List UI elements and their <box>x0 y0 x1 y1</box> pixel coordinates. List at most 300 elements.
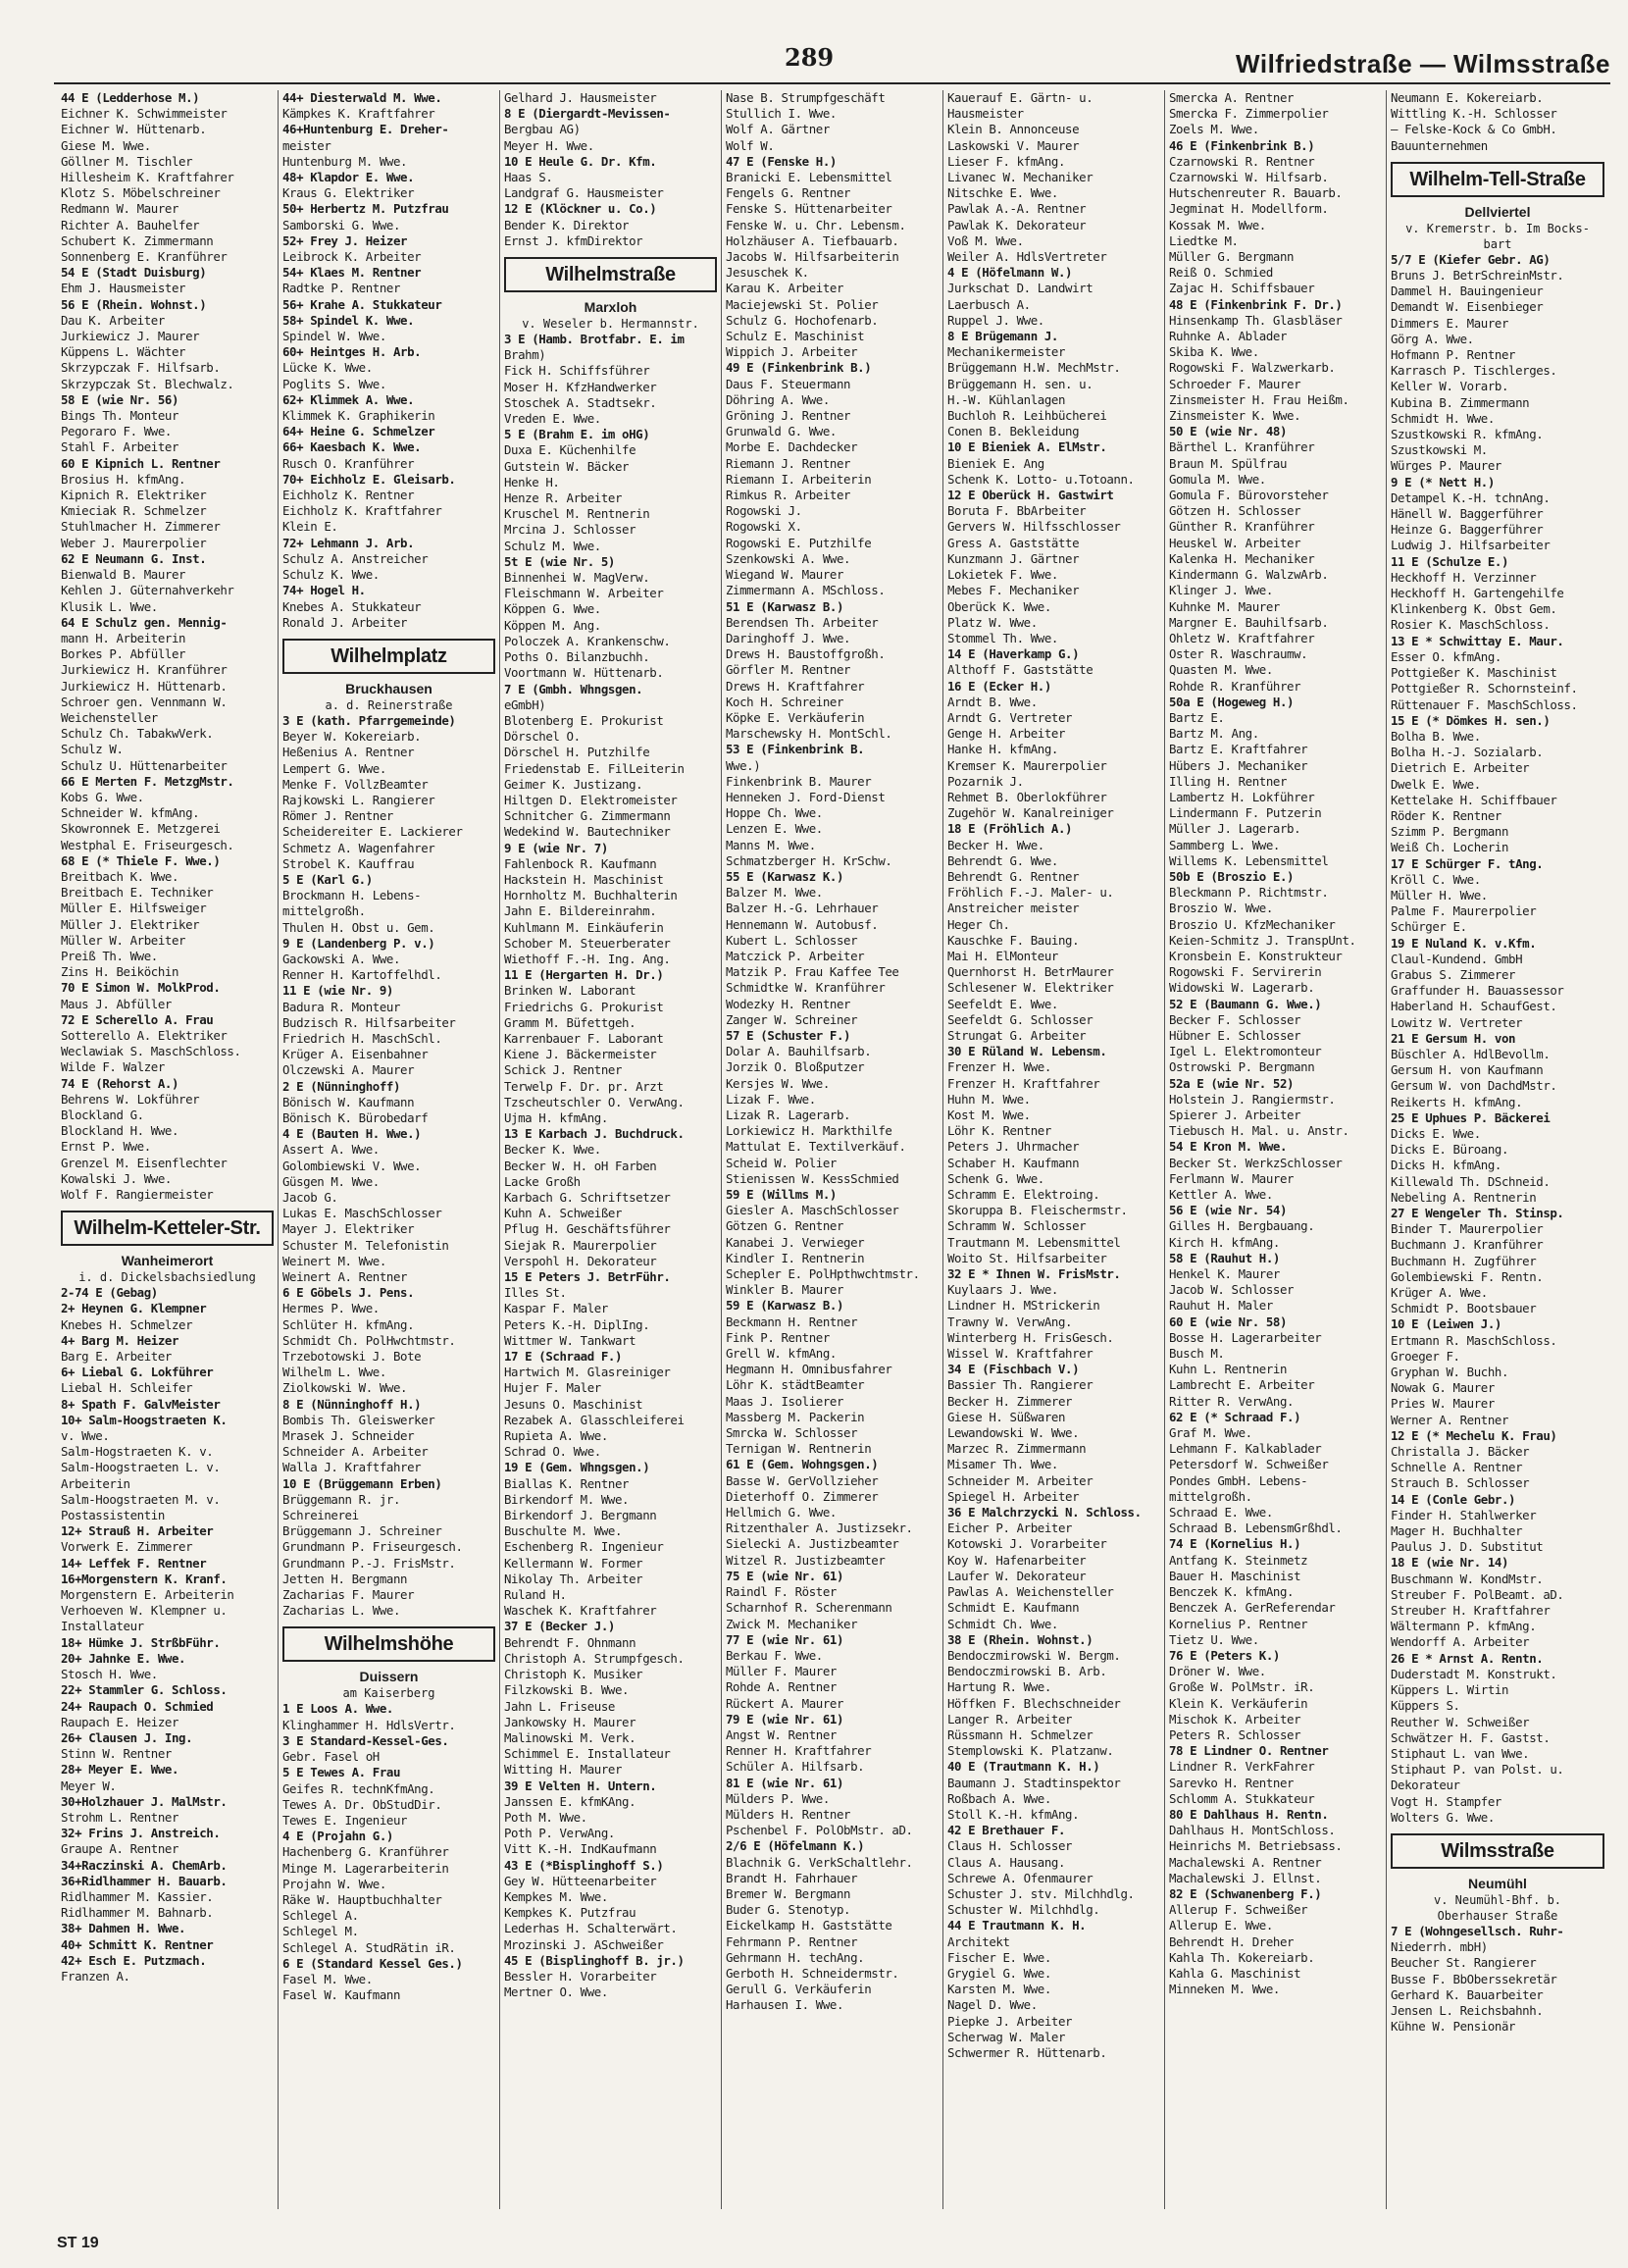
resident-entry: Rimkus R. Arbeiter <box>726 488 851 503</box>
resident-entry: Götzen G. Rentner <box>726 1218 844 1234</box>
resident-entry: Schulz A. Anstreicher <box>282 550 429 566</box>
resident-entry: Massberg M. Packerin <box>726 1409 865 1424</box>
house-number-entry: 52 E (Baumann G. Wwe.) <box>1169 996 1322 1011</box>
resident-entry: Scherwag W. Maler <box>947 2029 1066 2044</box>
resident-entry: Jegminat H. Modellform. <box>1169 201 1329 217</box>
resident-entry: Küppers L. Wirtin <box>1391 1682 1509 1698</box>
house-number-entry: 25 E Uphues P. Bäckerei <box>1391 1109 1551 1125</box>
house-number-entry: 4+ Barg M. Heizer <box>61 1332 179 1348</box>
resident-entry: Behrendt G. Wwe. <box>947 852 1058 868</box>
resident-entry: Schroer gen. Vennmann W. <box>61 694 228 709</box>
resident-entry: Schlegel A. <box>282 1908 359 1924</box>
resident-entry: Karbach G. Schriftsetzer <box>504 1190 671 1205</box>
resident-entry: Dammel H. Bauingenieur <box>1391 284 1544 299</box>
resident-entry: Roßbach A. Wwe. <box>947 1790 1051 1806</box>
house-number-entry: 12 E (* Mechelu K. Frau) <box>1391 1427 1557 1443</box>
resident-entry: Mayer J. Elektriker <box>282 1221 415 1237</box>
resident-entry: Jacobs W. Hilfsarbeiterin <box>726 249 899 265</box>
resident-entry: Wittling K.-H. Schlosser <box>1391 106 1557 122</box>
resident-entry: Laufer W. Dekorateur <box>947 1568 1087 1583</box>
resident-entry: Mrasek J. Schneider <box>282 1428 415 1444</box>
resident-entry: Kronsbein E. Konstrukteur <box>1169 948 1343 963</box>
resident-entry: Rehmet B. Oberlokführer <box>947 789 1107 804</box>
resident-entry: Weber J. Maurerpolier <box>61 535 207 550</box>
resident-entry: Knebes A. Stukkateur <box>282 598 422 614</box>
resident-entry: Hartwich M. Glasreiniger <box>504 1365 671 1380</box>
resident-entry: Demandt W. Eisenbieger <box>1391 299 1544 315</box>
resident-entry: Detampel K.-H. tchnAng. <box>1391 490 1551 505</box>
resident-entry: Brahm) <box>504 347 546 363</box>
resident-entry: Müller J. Elektriker <box>61 916 200 932</box>
house-number-entry: 32+ Frins J. Anstreich. <box>61 1826 221 1841</box>
house-number-entry: 58+ Spindel K. Wwe. <box>282 312 415 328</box>
resident-entry: Graupe A. Rentner <box>61 1841 179 1857</box>
resident-entry: Nowak G. Maurer <box>1391 1380 1495 1396</box>
directory-column <box>279 90 500 2209</box>
resident-entry: Strungat G. Arbeiter <box>947 1027 1087 1043</box>
resident-entry: Krüger A. Wwe. <box>1391 1285 1488 1301</box>
resident-entry: Klein B. Annonceuse <box>947 122 1080 137</box>
resident-entry: Raupach E. Heizer <box>61 1714 179 1729</box>
resident-entry: Hiltgen D. Elektromeister <box>504 792 678 807</box>
house-number-entry: 7 E (Gmbh. Whngsgen. <box>504 681 643 696</box>
resident-entry: Harhausen I. Wwe. <box>726 1997 844 2013</box>
resident-entry: Gomula M. Wwe. <box>1169 471 1266 487</box>
resident-entry: Wiegand W. Maurer <box>726 567 844 583</box>
house-number-entry: 42 E Brethauer F. <box>947 1823 1066 1838</box>
resident-entry: Duderstadt M. Konstrukt. <box>1391 1666 1557 1681</box>
house-number-entry: 62 E (* Schraad F.) <box>1169 1409 1301 1424</box>
resident-entry: Eichholz K. Rentner <box>282 488 415 503</box>
resident-entry: Mager H. Buchhalter <box>1391 1523 1523 1539</box>
resident-entry: Ruland H. <box>504 1587 567 1603</box>
resident-entry: mann H. Arbeiterin <box>61 630 186 645</box>
resident-entry: Stuhlmacher H. Zimmerer <box>61 519 221 535</box>
resident-entry: Gerull G. Verkäuferin <box>726 1982 872 1997</box>
resident-entry: Poth M. Wwe. <box>504 1809 587 1825</box>
resident-entry: Kotowski J. Vorarbeiter <box>947 1536 1107 1552</box>
resident-entry: Krüger A. Eisenbahner <box>282 1047 429 1062</box>
resident-entry: Müller H. Wwe. <box>1391 887 1488 902</box>
resident-entry: Eicher P. Arbeiter <box>947 1521 1073 1536</box>
resident-entry: Berendsen Th. Arbeiter <box>726 614 879 630</box>
resident-entry: Buchloh R. Leihbücherei <box>947 408 1107 424</box>
resident-entry: Buchmann H. Zugführer <box>1391 1253 1537 1268</box>
resident-entry: Jacob W. Schlosser <box>1169 1282 1295 1298</box>
resident-entry: Stiphaut P. van Polst. u. <box>1391 1762 1564 1778</box>
resident-entry: Kettler A. Wwe. <box>1169 1187 1273 1203</box>
resident-entry: Skrzypczak St. Blechwalz. <box>61 376 234 391</box>
resident-entry: Fleischmann W. Arbeiter <box>504 586 664 601</box>
resident-entry: Heßenius A. Rentner <box>282 745 415 760</box>
resident-entry: Skrzypczak F. Hilfsarb. <box>61 360 221 376</box>
resident-entry: Strauch B. Schlosser <box>1391 1475 1530 1491</box>
resident-entry: Bartz M. Ang. <box>1169 726 1259 742</box>
resident-entry: Tewes E. Ingenieur <box>282 1812 408 1828</box>
house-number-entry: 59 E (Karwasz B.) <box>726 1298 844 1314</box>
resident-entry: Kröll C. Wwe. <box>1391 871 1481 887</box>
resident-entry: Grundmann P. Friseurgesch. <box>282 1539 463 1555</box>
resident-entry: Schmatzberger H. KrSchw. <box>726 852 892 868</box>
resident-entry: Stoschek A. Stadtsekr. <box>504 394 657 410</box>
resident-entry: Poloczek A. Krankenschw. <box>504 633 671 648</box>
resident-entry: Westphal E. Friseurgesch. <box>61 837 234 852</box>
resident-entry: Leibrock K. Arbeiter <box>282 249 422 265</box>
resident-entry: Hanke H. kfmAng. <box>947 742 1058 757</box>
resident-entry: Nagel D. Wwe. <box>947 1997 1038 2013</box>
resident-entry: Löhr K. Rentner <box>947 1123 1051 1139</box>
resident-entry: Breitbach K. Wwe. <box>61 868 179 884</box>
house-number-entry: 40 E (Trautmann K. H.) <box>947 1759 1100 1775</box>
house-number-entry: 6+ Liebal G. Lokführer <box>61 1365 214 1380</box>
resident-entry: Weinert A. Rentner <box>282 1269 408 1285</box>
resident-entry: Morgenstern E. Arbeiterin <box>61 1587 234 1603</box>
resident-entry: Zwick M. Mechaniker <box>726 1616 858 1631</box>
resident-entry: Schneider W. kfmAng. <box>61 805 200 821</box>
resident-entry: Hausmeister <box>947 106 1024 122</box>
resident-entry: Claus A. Hausang. <box>947 1854 1066 1870</box>
house-number-entry: 6 E Göbels J. Pens. <box>282 1285 415 1301</box>
house-number-entry: 50+ Herbertz M. Putzfrau <box>282 201 449 217</box>
resident-entry: Skowronnek E. Metzgerei <box>61 821 221 837</box>
resident-entry: Zoels M. Wwe. <box>1169 122 1259 137</box>
resident-entry: Fahlenbock R. Kaufmann <box>504 855 657 871</box>
resident-entry: Zajac H. Schiffsbauer <box>1169 281 1315 296</box>
street-heading: Wilhelmshöhe <box>282 1626 495 1662</box>
resident-entry: Hellmich G. Wwe. <box>726 1505 837 1521</box>
resident-entry: Preiß Th. Wwe. <box>61 948 158 963</box>
resident-entry: Klotz S. Möbelschreiner <box>61 185 221 201</box>
resident-entry: Strobel K. Kauffrau <box>282 855 415 871</box>
house-number-entry: 80 E Dahlhaus H. Rentn. <box>1169 1806 1329 1822</box>
house-number-entry: 2/6 E (Höfelmann K.) <box>726 1838 865 1854</box>
resident-entry: Kruschel M. Rentnerin <box>504 506 650 522</box>
resident-entry: Allerup F. Schweißer <box>1169 1902 1308 1918</box>
resident-entry: Paulus J. D. Substitut <box>1391 1539 1544 1555</box>
resident-entry: Klinger J. Wwe. <box>1169 583 1273 598</box>
resident-entry: Frenzer H. Wwe. <box>947 1059 1051 1075</box>
resident-entry: Kaspar F. Maler <box>504 1301 608 1316</box>
resident-entry: Kuhlmann M. Einkäuferin <box>504 919 664 935</box>
resident-entry: Wolters G. Wwe. <box>1391 1809 1495 1825</box>
resident-entry: Müller E. Hilfsweiger <box>61 901 207 916</box>
resident-entry: Stiphaut L. van Wwe. <box>1391 1745 1530 1761</box>
resident-entry: Laskowski V. Maurer <box>947 137 1080 153</box>
resident-entry: Friedenstab E. FilLeiterin <box>504 760 685 776</box>
resident-entry: Claul-Kundend. GmbH <box>1391 951 1523 966</box>
resident-entry: Blachnik G. VerkSchaltlehr. <box>726 1854 913 1870</box>
house-number-entry: 37 E (Becker J.) <box>504 1619 615 1634</box>
resident-entry: Czarnowski R. Rentner <box>1169 153 1315 169</box>
resident-entry: Schreinerei <box>282 1508 359 1523</box>
resident-entry: Lambrecht E. Arbeiter <box>1169 1377 1315 1393</box>
resident-entry: Müller J. Lagerarb. <box>1169 821 1301 837</box>
resident-entry: Minneken M. Wwe. <box>1169 1982 1280 1997</box>
district-name: Wanheimerort <box>121 1253 214 1269</box>
resident-entry: Kauerauf E. Gärtn- u. <box>947 90 1094 105</box>
resident-entry: Rohde A. Rentner <box>726 1679 837 1695</box>
resident-entry: Jahn E. Bildereinrahm. <box>504 903 657 919</box>
resident-entry: Büschler A. HdlBevollm. <box>1391 1046 1551 1061</box>
resident-entry: Fenske S. Hüttenarbeiter <box>726 201 892 217</box>
resident-entry: Illes St. <box>504 1285 567 1301</box>
street-range: am Kaiserberg <box>342 1686 435 1701</box>
resident-entry: Poths O. Bilanzbuchh. <box>504 649 650 665</box>
resident-entry: Smrcka W. Schlosser <box>726 1425 858 1441</box>
resident-entry: Sielecki A. Justizbeamter <box>726 1536 899 1552</box>
resident-entry: Ludwig J. Hilfsarbeiter <box>1391 538 1551 553</box>
resident-entry: Mrozinski J. ASchweißer <box>504 1936 664 1952</box>
resident-entry: Schober M. Steuerberater <box>504 935 671 951</box>
resident-entry: Bender K. Direktor <box>504 217 630 232</box>
resident-entry: Samborski G. Wwe. <box>282 217 401 232</box>
resident-entry: Weichensteller <box>61 709 158 725</box>
resident-entry: Zinsmeister H. Frau Heißm. <box>1169 391 1349 407</box>
resident-entry: Brinken W. Laborant <box>504 983 636 999</box>
resident-entry: Smercka A. Rentner <box>1169 90 1295 105</box>
resident-entry: Killewald Th. DSchneid. <box>1391 1173 1551 1189</box>
resident-entry: Neumann E. Kokereiarb. <box>1391 90 1544 105</box>
resident-entry: Boruta F. BbArbeiter <box>947 503 1087 519</box>
resident-entry: Broszio U. KfzMechaniker <box>1169 916 1336 932</box>
resident-entry: Hübers J. Mechaniker <box>1169 757 1308 773</box>
resident-entry: Zacharias F. Maurer <box>282 1587 415 1603</box>
resident-entry: Morbe E. Dachdecker <box>726 439 858 455</box>
resident-entry: Conen B. Bekleidung <box>947 424 1080 439</box>
resident-entry: Mechanikermeister <box>947 344 1066 360</box>
house-number-entry: 3 E (Hamb. Brotfabr. E. im <box>504 332 685 347</box>
resident-entry: Berkau F. Wwe. <box>726 1647 823 1663</box>
resident-entry: Mülders H. Rentner <box>726 1806 851 1822</box>
page-number: 289 <box>785 43 835 72</box>
resident-entry: Bartz E. <box>1169 709 1225 725</box>
resident-entry: Finder H. Stahlwerker <box>1391 1507 1537 1522</box>
resident-entry: Hutschenreuter R. Bauarb. <box>1169 185 1343 201</box>
resident-entry: Fengels G. Rentner <box>726 185 851 201</box>
resident-entry: Schlüter H. kfmAng. <box>282 1316 415 1332</box>
resident-entry: Mebes F. Mechaniker <box>947 583 1080 598</box>
resident-entry: Schepler E. PolHpthwchtmstr. <box>726 1266 920 1282</box>
resident-entry: Bauunternehmen <box>1391 137 1488 153</box>
resident-entry: Koy W. Hafenarbeiter <box>947 1552 1087 1568</box>
house-number-entry: 48 E (Finkenbrink F. Dr.) <box>1169 296 1343 312</box>
resident-entry: Köppen M. Ang. <box>504 617 601 633</box>
house-number-entry: 10 E Bieniek A. ElMstr. <box>947 439 1107 455</box>
resident-entry: Koch H. Schreiner <box>726 694 844 709</box>
resident-entry: Götzen H. Schlosser <box>1169 503 1301 519</box>
resident-entry: Jurkiewicz J. Maurer <box>61 329 200 344</box>
resident-entry: Dörschel H. Putzhilfe <box>504 745 650 760</box>
resident-entry: Radtke P. Rentner <box>282 281 401 296</box>
resident-entry: Dimmers E. Maurer <box>1391 315 1509 331</box>
resident-entry: Ertmann R. MaschSchloss. <box>1391 1332 1557 1348</box>
resident-entry: Brüggemann R. jr. <box>282 1491 401 1507</box>
resident-entry: Lücke K. Wwe. <box>282 360 373 376</box>
house-number-entry: 21 E Gersum H. von <box>1391 1030 1516 1046</box>
resident-entry: Stahl F. Arbeiter <box>61 439 179 455</box>
house-number-entry: 44 E (Ledderhose M.) <box>61 90 200 105</box>
resident-entry: Zanger W. Schreiner <box>726 1011 858 1027</box>
resident-entry: Schlesener W. Elektriker <box>947 980 1114 996</box>
resident-entry: Küppers S. <box>1391 1698 1460 1714</box>
resident-entry: Gress A. Gaststätte <box>947 535 1080 550</box>
resident-entry: Renner H. Kraftfahrer <box>726 1743 872 1759</box>
resident-entry: Wältermann P. kfmAng. <box>1391 1619 1537 1634</box>
house-number-entry: 34 E (Fischbach V.) <box>947 1362 1080 1377</box>
resident-entry: Hofmann P. Rentner <box>1391 347 1516 363</box>
resident-entry: Keien-Schmitz J. TranspUnt. <box>1169 932 1356 948</box>
resident-entry: Drews H. Baustoffgroßh. <box>726 646 886 662</box>
directory-column <box>722 90 943 2209</box>
resident-entry: eGmbH) <box>504 696 546 712</box>
house-number-entry: 50 E (wie Nr. 48) <box>1169 424 1288 439</box>
house-number-entry: 19 E Nuland K. v.Kfm. <box>1391 935 1537 951</box>
resident-entry: Vreden E. Wwe. <box>504 411 601 427</box>
resident-entry: Henneken J. Ford-Dienst <box>726 789 886 804</box>
resident-entry: Schulz W. <box>61 742 124 757</box>
resident-entry: Lambertz H. Lokführer <box>1169 789 1315 804</box>
resident-entry: Gramm M. Büfettgeh. <box>504 1014 636 1030</box>
resident-entry: Behrendt F. Ohnmann <box>504 1634 636 1650</box>
house-number-entry: 4 E (Höfelmann W.) <box>947 265 1073 281</box>
resident-entry: Holstein J. Rangiermstr. <box>1169 1091 1336 1107</box>
house-number-entry: 50a E (Hogeweg H.) <box>1169 694 1295 709</box>
resident-entry: Heckhoff H. Gartengehilfe <box>1391 586 1564 601</box>
resident-entry: Meyer W. <box>61 1778 117 1793</box>
resident-entry: Misamer Th. Wwe. <box>947 1457 1058 1472</box>
resident-entry: Sotterello A. Elektriker <box>61 1027 228 1043</box>
resident-entry: Pries W. Maurer <box>1391 1396 1495 1412</box>
resident-entry: Haas S. <box>504 170 553 185</box>
resident-entry: Schrad O. Wwe. <box>504 1444 601 1460</box>
house-number-entry: 47 E (Fenske H.) <box>726 153 837 169</box>
resident-entry: Gomula F. Bürovorsteher <box>1169 488 1329 503</box>
resident-entry: Graffunder H. Bauassessor <box>1391 983 1564 999</box>
resident-entry: Giese H. Süßwaren <box>947 1409 1066 1424</box>
resident-entry: Rogowski F. Walzwerkarb. <box>1169 360 1336 376</box>
resident-entry: Tiebusch H. Mal. u. Anstr. <box>1169 1123 1349 1139</box>
house-number-entry: 74 E (Kornelius H.) <box>1169 1536 1301 1552</box>
house-number-entry: 53 E (Finkenbrink B. <box>726 742 865 757</box>
resident-entry: Anstreicher meister <box>947 901 1080 916</box>
house-number-entry: 18 E (wie Nr. 14) <box>1391 1555 1509 1571</box>
resident-entry: Rogowski F. Servirerin <box>1169 964 1322 980</box>
resident-entry: Heger Ch. <box>947 916 1010 932</box>
resident-entry: Becker H. Wwe. <box>947 837 1044 852</box>
house-number-entry: 66+ Kaesbach K. Wwe. <box>282 439 422 455</box>
resident-entry: Nebeling A. Rentnerin <box>1391 1189 1537 1205</box>
resident-entry: Szustkowski R. kfmAng. <box>1391 427 1544 442</box>
resident-entry: Baumann J. Stadtinspektor <box>947 1775 1121 1790</box>
resident-entry: Braun M. Spülfrau <box>1169 455 1288 471</box>
resident-entry: Schubert K. Zimmermann <box>61 232 214 248</box>
resident-entry: Pflug H. Geschäftsführer <box>504 1221 671 1237</box>
resident-entry: Dörschel O. <box>504 729 581 745</box>
house-number-entry: 8 E Brügemann J. <box>947 329 1058 344</box>
house-number-entry: 52a E (wie Nr. 52) <box>1169 1075 1295 1091</box>
resident-entry: Schwätzer H. F. Gastst. <box>1391 1729 1551 1745</box>
house-number-entry: 28+ Meyer E. Wwe. <box>61 1762 179 1778</box>
resident-entry: Hartung R. Wwe. <box>947 1679 1051 1695</box>
resident-entry: Bruns J. BetrSchreinMstr. <box>1391 268 1564 284</box>
resident-entry: Esser O. kfmAng. <box>1391 648 1501 664</box>
resident-entry: Fasel M. Wwe. <box>282 1971 373 1986</box>
resident-entry: Gersum W. von DachdMstr. <box>1391 1078 1557 1094</box>
resident-entry: Lindner R. VerkFahrer <box>1169 1759 1315 1775</box>
house-number-entry: 3 E (kath. Pfarrgemeinde) <box>282 712 456 728</box>
house-number-entry: 17 E (Schraad F.) <box>504 1349 623 1365</box>
resident-entry: Kahla Th. Kokereiarb. <box>1169 1949 1315 1965</box>
house-number-entry: 10+ Salm-Hoogstraeten K. <box>61 1412 228 1427</box>
house-number-entry: 54+ Klaes M. Rentner <box>282 265 422 281</box>
resident-entry: Spiegel H. Arbeiter <box>947 1488 1080 1504</box>
resident-entry: Kuhn A. Schweißer <box>504 1206 623 1221</box>
resident-entry: Henze R. Arbeiter <box>504 490 623 506</box>
resident-entry: Kirch H. kfmAng. <box>1169 1234 1280 1250</box>
resident-entry: Fick H. Schiffsführer <box>504 363 650 379</box>
resident-entry: Schneider A. Arbeiter <box>282 1444 429 1460</box>
house-number-entry: 78 E Lindner O. Rentner <box>1169 1743 1329 1759</box>
resident-entry: Rogowski J. <box>726 503 802 519</box>
resident-entry: Bieniek E. Ang <box>947 455 1044 471</box>
resident-entry: Kost M. Wwe. <box>947 1108 1031 1122</box>
resident-entry: Filzkowski B. Wwe. <box>504 1682 630 1698</box>
resident-entry: Wolf A. Gärtner <box>726 122 830 137</box>
resident-entry: Schuster W. Milchhdlg. <box>947 1902 1100 1918</box>
resident-entry: Fenske W. u. Chr. Lebensm. <box>726 217 906 232</box>
resident-entry: Niederrh. mbH) <box>1391 1939 1488 1955</box>
resident-entry: Liebal H. Schleifer <box>61 1380 193 1396</box>
resident-entry: Ronald J. Arbeiter <box>282 614 408 630</box>
resident-entry: Bienwald B. Maurer <box>61 567 186 583</box>
directory-column <box>943 90 1165 2209</box>
house-number-entry: 60 E Kipnich L. Rentner <box>61 455 221 471</box>
resident-entry: Fischer E. Wwe. <box>947 1949 1051 1965</box>
resident-entry: Ujma H. kfmAng. <box>504 1109 608 1125</box>
resident-entry: Becker W. H. oH Farben <box>504 1158 657 1173</box>
resident-entry: Sammberg L. Wwe. <box>1169 837 1280 852</box>
resident-entry: Karrasch P. Tischlerges. <box>1391 363 1557 379</box>
resident-entry: Nikolay Th. Arbeiter <box>504 1571 643 1586</box>
resident-entry: Petersdorf W. Schweißer <box>1169 1457 1329 1472</box>
resident-entry: Kossak M. Wwe. <box>1169 217 1266 232</box>
resident-entry: Römer J. Rentner <box>282 808 393 824</box>
resident-entry: Heinze G. Baggerführer <box>1391 522 1544 538</box>
resident-entry: Jahn L. Friseuse <box>504 1698 615 1714</box>
resident-entry: Olczewski A. Maurer <box>282 1062 415 1078</box>
house-number-entry: 12+ Strauß H. Arbeiter <box>61 1523 214 1539</box>
resident-entry: Birkendorf J. Bergmann <box>504 1508 657 1523</box>
resident-entry: Grundmann P.-J. FrisMstr. <box>282 1555 456 1571</box>
resident-entry: Mrcina J. Schlosser <box>504 522 636 538</box>
resident-entry: Vorwerk E. Zimmerer <box>61 1539 193 1555</box>
resident-entry: Arbeiterin <box>61 1475 130 1491</box>
resident-entry: Kindler I. Rentnerin <box>726 1250 865 1265</box>
resident-entry: Geifes R. technKfmAng. <box>282 1780 435 1796</box>
resident-entry: Stienissen W. KessSchmied <box>726 1170 899 1186</box>
resident-entry: Grygiel G. Wwe. <box>947 1965 1051 1981</box>
house-number-entry: 2+ Heynen G. Klempner <box>61 1301 207 1316</box>
resident-entry: Weiß Ch. Locherin <box>1391 840 1509 855</box>
street-heading: Wilhelm-Tell-Straße <box>1391 162 1604 197</box>
resident-entry: Beckmann H. Rentner <box>726 1314 858 1329</box>
house-number-entry: 30+Holzhauer J. MalMstr. <box>61 1793 228 1809</box>
resident-entry: Wittmer W. Tankwart <box>504 1332 636 1348</box>
resident-entry: Schenk G. Wwe. <box>947 1170 1044 1186</box>
resident-entry: Kauschke F. Bauing. <box>947 932 1080 948</box>
resident-entry: Heckhoff H. Verzinner <box>1391 569 1537 585</box>
resident-entry: Oberück K. Wwe. <box>947 598 1051 614</box>
